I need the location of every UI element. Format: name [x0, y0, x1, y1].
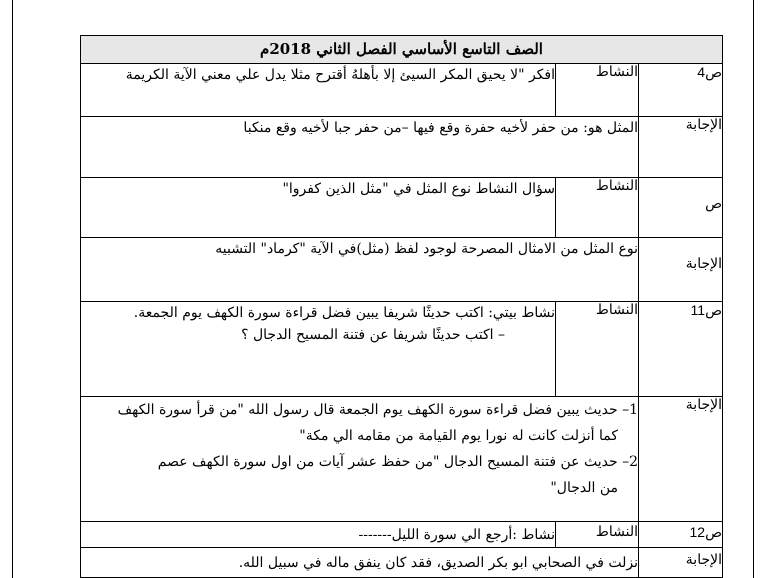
table-row	[81, 522, 723, 548]
activity-label: النشاط	[556, 178, 639, 238]
activity-text	[81, 302, 556, 397]
table-row	[81, 178, 723, 238]
answer-text: نزلت في الصحابي ابو بكر الصديق، فقد كان ينفق ماله في سبيل الله.	[81, 548, 639, 578]
page-title: الصف التاسع الأساسي الفصل الثاني 2018م	[81, 36, 723, 64]
answer-line: 2– حديث عن فتنة المسيح الدجال "من حفظ عشر آيات من اول سورة الكهف عصم	[157, 454, 638, 470]
answer-label: الإجابة	[639, 548, 723, 578]
page-number: ص12	[639, 522, 723, 548]
right-margin-line	[753, 0, 754, 578]
activity-line: – اكتب حديثًا شريفا عن فتنة المسيح الدجال ؟	[241, 327, 505, 343]
table-row	[81, 238, 723, 302]
activity-label: النشاط	[556, 64, 639, 117]
table-row	[81, 548, 723, 578]
answer-label: الإجابة	[639, 238, 723, 302]
table-row	[81, 397, 723, 522]
left-margin-line	[12, 0, 13, 578]
worksheet-table	[80, 35, 723, 578]
activity-label: النشاط	[556, 522, 639, 548]
answer-line: كما أنزلت كانت له نورا يوم القيامة من مقامه الي مكة"	[299, 428, 618, 444]
answer-label: الإجابة	[639, 397, 723, 522]
activity-text: سؤال النشاط نوع المثل في "مثل الذين كفروا"	[81, 178, 556, 238]
answer-text	[81, 397, 639, 522]
answer-text: المثل هو: من حفر لأخيه حفرة وقع فيها –من حفر جبا لأخيه وقع منكبا	[81, 117, 639, 178]
page-number: ص11	[639, 302, 723, 397]
page-number: ص4	[639, 64, 723, 117]
activity-label: النشاط	[556, 302, 639, 397]
activity-text: افكر "لا يحيق المكر السيئ إلا بأهلهُ أقترح مثلا يدل علي معني الآية الكريمة	[81, 64, 556, 117]
page-number: ص	[639, 178, 723, 238]
answer-line: من الدجال"	[550, 480, 618, 496]
table-row	[81, 64, 723, 117]
answer-label: الإجابة	[639, 117, 723, 178]
activity-line: نشاط بيتي: اكتب حديثًا شريفا يبين فضل قراءة سورة الكهف يوم الجمعة.	[133, 305, 555, 321]
answer-line: 1– حديث يبين فضل قراءة سورة الكهف يوم الجمعة قال رسول الله "من قرأ سورة الكهف	[117, 402, 638, 418]
table-row	[81, 302, 723, 397]
table-row	[81, 117, 723, 178]
answer-text: نوع المثل من الامثال المصرحة لوجود لفظ (مثل)في الآية "كرماد" التشبيه	[81, 238, 639, 302]
activity-text: نشاط :أرجع الي سورة الليل-------	[81, 522, 556, 548]
